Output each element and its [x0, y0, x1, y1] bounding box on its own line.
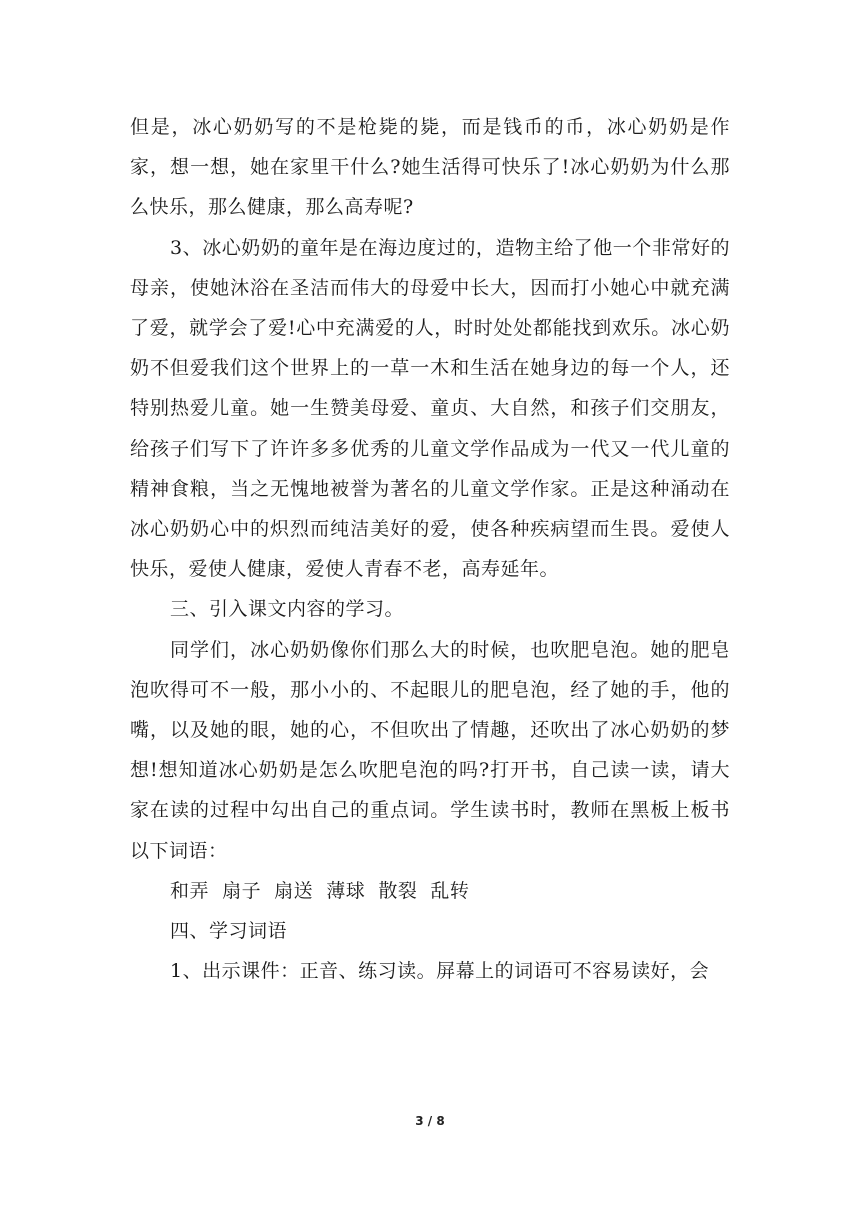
vocabulary-list: 和弄 扇子 扇送 薄球 散裂 乱转: [170, 879, 470, 902]
paragraph-introduction: 同学们，冰心奶奶像你们那么大的时候，也吹肥皂泡。她的肥皂泡吹得可不一般，那小小的、不起眼儿的肥皂泡，经了她的手，他的嘴，以及她的眼，她的心，不但吹出了情趣，还吹出了冰心奶奶的梦想!想知道冰心奶奶是怎么吹肥皂泡的吗?打开书，自己读一读，请大家在读的过程中勾出自己的重点词。学生读书时，教师在黑板上板书以下词语：: [130, 638, 730, 862]
paragraph-continuation: 但是，冰心奶奶写的不是枪毙的毙，而是钱币的币，冰心奶奶是作家，想一想，她在家里干什么?她生活得可快乐了!冰心奶奶为什么那么快乐，那么健康，那么高寿呢?: [130, 116, 730, 219]
paragraph-step-1: 1、出示课件：正音、练习读。屏幕上的词语可不容易读好，会: [170, 960, 710, 983]
heading-part-four: 四、学习词语: [170, 920, 288, 943]
document-body: [130, 107, 730, 991]
page-number: 3 / 8: [415, 1114, 445, 1128]
paragraph-section-3: 3、冰心奶奶的童年是在海边度过的，造物主给了他一个非常好的母亲，使她沐浴在圣洁而伟大的母爱中长大，因而打小她心中就充满了爱，就学会了爱!心中充满爱的人，时时处处都能找到欢乐。冰心奶奶不但爱我们这个世界上的一草一木和生活在她身边的每一个人，还特别热爱儿童。她一生赞美母爱、童贞、大自然，和孩子们交朋友，给孩子们写下了许许多多优秀的儿童文学作品成为一代又一代儿童的精神食粮，当之无愧地被誉为著名的儿童文学作家。正是这种涌动在冰心奶奶心中的炽烈而纯洁美好的爱，使各种疾病望而生畏。爱使人快乐，爱使人健康，爱使人青春不老，高寿延年。: [130, 236, 730, 581]
heading-part-three: 三、引入课文内容的学习。: [170, 598, 405, 621]
